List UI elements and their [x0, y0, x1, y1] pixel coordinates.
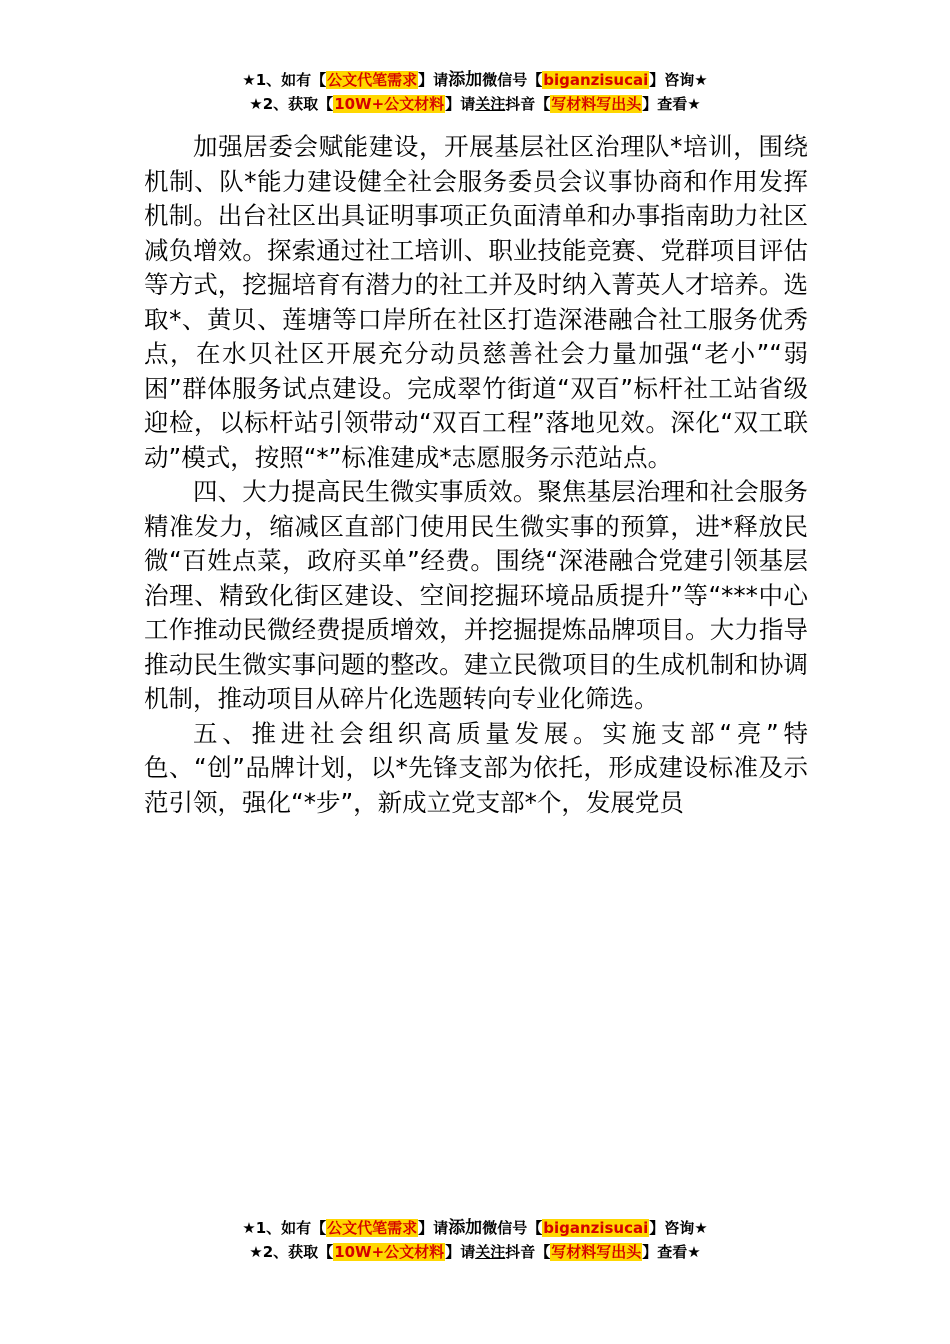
promo-text: 微信号【 [482, 1219, 543, 1237]
document-body [144, 130, 808, 820]
promo-line-1 [0, 1216, 950, 1240]
top-promo-banner [0, 68, 950, 116]
body-paragraph: 四、大力提高民生微实事质效。聚焦基层治理和社会服务精准发力，缩减区直部门使用民生微实事的预算，进*释放民微“百姓点菜，政府买单”经费。围绕“深港融合党建引领基层治理、精致化街区建设、空间挖掘环境品质提升”等“***中心工作推动民微经费提质增效，并挖掘提炼品牌项目。大力指导推动民生微实事问题的整改。建立民微项目的生成机制和协调机制，推动项目从碎片化选题转向专业化筛选。 [144, 477, 808, 713]
promo-text: 】查看★ [642, 95, 701, 113]
promo-text: 】咨询★ [649, 1219, 708, 1237]
promo-line-2 [0, 92, 950, 116]
promo-text: 】请 [418, 1219, 449, 1237]
promo-line-1 [0, 68, 950, 92]
promo-text: ★2、获取【 [249, 1243, 334, 1261]
promo-text: 微信号【 [482, 71, 543, 89]
promo-text: 】查看★ [642, 1243, 701, 1261]
promo-highlight-wechat-id: biganzisucai [543, 71, 649, 89]
promo-emphasis-add: 添加 [448, 70, 483, 90]
body-paragraph: 加强居委会赋能建设，开展基层社区治理队*培训，围绕机制、队*能力建设健全社会服务委员会议事协商和作用发挥机制。出台社区出具证明事项正负面清单和办事指南助力社区减负增效。探索通过社工培训、职业技能竞赛、党群项目评估等方式，挖掘培育有潜力的社工并及时纳入菁英人才培养。选取*、黄贝、莲塘等口岸所在社区打造深港融合社工服务优秀点，在水贝社区开展充分动员慈善社会力量加强“老小”“弱困”群体服务试点建设。完成翠竹街道“双百”标杆社工站省级迎检，以标杆站引领带动“双百工程”落地见效。深化“双工联动”模式，按照“*”标准建成*志愿服务示范站点。 [144, 132, 808, 472]
body-paragraph: 五、推进社会组织高质量发展。实施支部“亮”特色、“创”品牌计划，以*先锋支部为依托，形成建设标准及示范引领，强化“*步”，新成立党支部*个，发展党员 [144, 718, 808, 817]
promo-highlight-douyin-account: 写材料写出头 [551, 95, 642, 113]
promo-text: 】请 [445, 1243, 476, 1261]
promo-emphasis-follow: 关注 [475, 95, 506, 113]
promo-line-2 [0, 1240, 950, 1264]
promo-text: 】请 [418, 71, 449, 89]
promo-text: ★1、如有【 [242, 71, 327, 89]
promo-highlight-ghostwriting: 公文代笔需求 [327, 1219, 418, 1237]
promo-text: 抖音【 [505, 1243, 551, 1261]
promo-text: ★1、如有【 [242, 1219, 327, 1237]
promo-highlight-wechat-id: biganzisucai [543, 1219, 649, 1237]
promo-text: 】请 [445, 95, 476, 113]
bottom-promo-banner [0, 1216, 950, 1264]
promo-highlight-ghostwriting: 公文代笔需求 [327, 71, 418, 89]
promo-highlight-materials: 10W+公文材料 [334, 95, 445, 113]
promo-text: 抖音【 [505, 95, 551, 113]
promo-highlight-materials: 10W+公文材料 [334, 1243, 445, 1261]
promo-text: ★2、获取【 [249, 95, 334, 113]
promo-emphasis-add: 添加 [448, 1218, 483, 1238]
promo-emphasis-follow: 关注 [475, 1243, 506, 1261]
promo-highlight-douyin-account: 写材料写出头 [551, 1243, 642, 1261]
promo-text: 】咨询★ [649, 71, 708, 89]
